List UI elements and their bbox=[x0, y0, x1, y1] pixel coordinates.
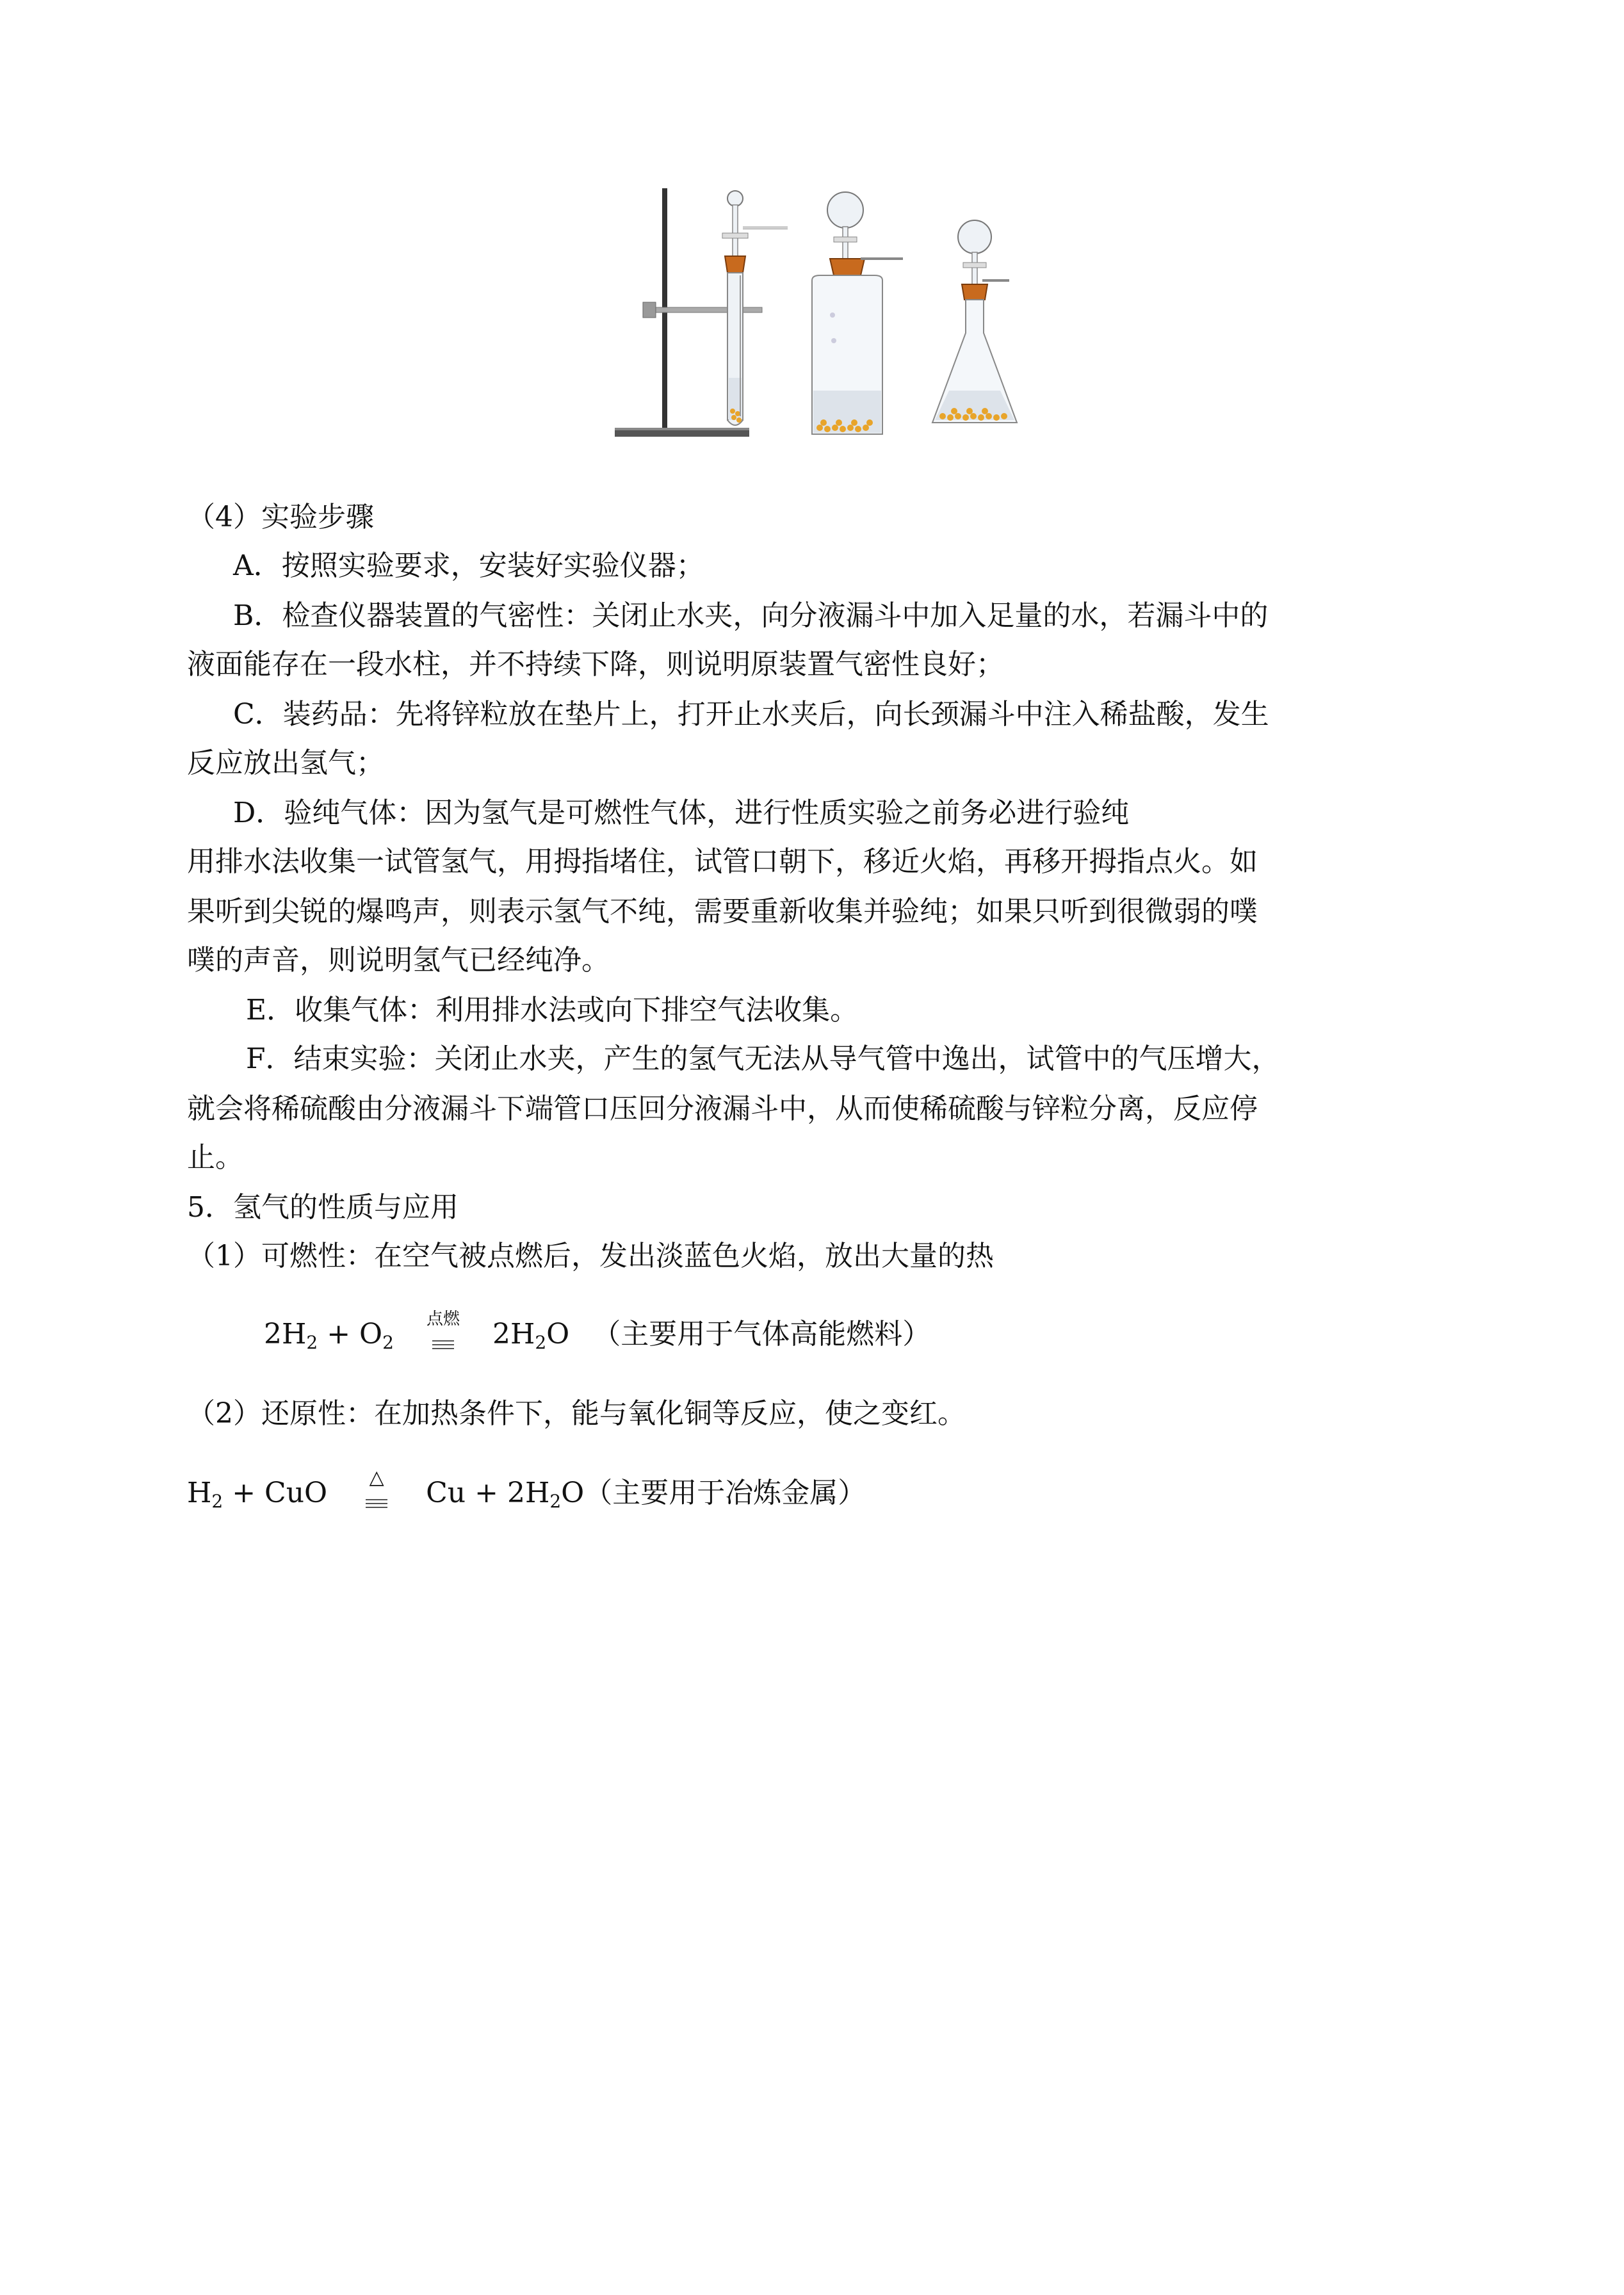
step-f-line2: 就会将稀硫酸由分液漏斗下端管口压回分液漏斗中，从而使稀硫酸与锌粒分离，反应停 bbox=[187, 1092, 1258, 1125]
eq2-products: $Cu + 2H_2O$ bbox=[426, 1477, 585, 1512]
section5-heading: 5．氢气的性质与应用 bbox=[187, 1191, 459, 1224]
flask-apparatus bbox=[932, 220, 1017, 423]
eq1-condition-label: 点燃 bbox=[426, 1309, 460, 1329]
section4-heading: （4）实验步骤 bbox=[187, 501, 374, 533]
step-a: A．按照实验要求，安装好实验仪器； bbox=[233, 549, 704, 582]
bottle-apparatus bbox=[812, 192, 903, 434]
step-d-line3: 果听到尖锐的爆鸣声，则表示氢气不纯，需要重新收集并验纯；如果只听到很微弱的噗 bbox=[187, 895, 1258, 928]
step-c-line2: 反应放出氢气； bbox=[187, 747, 384, 779]
step-b-line1: B．检查仪器装置的气密性：关闭止水夹，向分液漏斗中加入足量的水，若漏斗中的 bbox=[233, 599, 1269, 632]
property-reducibility: （2）还原性：在加热条件下，能与氧化铜等反应，使之变红。 bbox=[187, 1397, 966, 1430]
step-d-line4: 噗的声音，则说明氢气已经纯净。 bbox=[187, 944, 610, 977]
equation-reduction bbox=[187, 1466, 866, 1518]
hydrogen-apparatus-figure bbox=[608, 179, 1018, 448]
property-combustibility: （1）可燃性：在空气被点燃后，发出淡蓝色火焰，放出大量的热 bbox=[187, 1240, 994, 1272]
step-b-line2: 液面能存在一段水柱，并不持续下降，则说明原装置气密性良好； bbox=[187, 648, 1004, 681]
step-d-line1: D．验纯气体：因为氢气是可燃性气体，进行性质实验之前务必进行验纯 bbox=[233, 797, 1130, 829]
equation-combustion bbox=[264, 1310, 930, 1359]
step-f-line1: F．结束实验：关闭止水夹，产生的氢气无法从导气管中逸出，试管中的气压增大， bbox=[246, 1042, 1280, 1075]
eq2-note: （主要用于冶炼金属） bbox=[584, 1477, 866, 1509]
eq1-product: $2H_2O$ bbox=[492, 1318, 570, 1353]
eq2-reactants: $H_2$ + CuO bbox=[187, 1477, 328, 1512]
eq2-condition-label: △ bbox=[369, 1466, 384, 1489]
eq1-condition bbox=[414, 1309, 472, 1356]
step-d-line2: 用排水法收集一试管氢气，用拇指堵住，试管口朝下，移近火焰，再移开拇指点火。如 bbox=[187, 845, 1258, 878]
eq1-note: （主要用于气体高能燃料） bbox=[592, 1318, 931, 1350]
step-c-line1: C．装药品：先将锌粒放在垫片上，打开止水夹后，向长颈漏斗中注入稀盐酸，发生 bbox=[233, 698, 1269, 731]
eq1-o2: + $O_2$ bbox=[318, 1318, 394, 1353]
eq1-h2: $2H_2$ bbox=[264, 1318, 318, 1353]
step-f-line3: 止。 bbox=[187, 1141, 243, 1174]
step-e: E．收集气体：利用排水法或向下排空气法收集。 bbox=[246, 994, 859, 1026]
eq2-condition bbox=[348, 1466, 405, 1514]
